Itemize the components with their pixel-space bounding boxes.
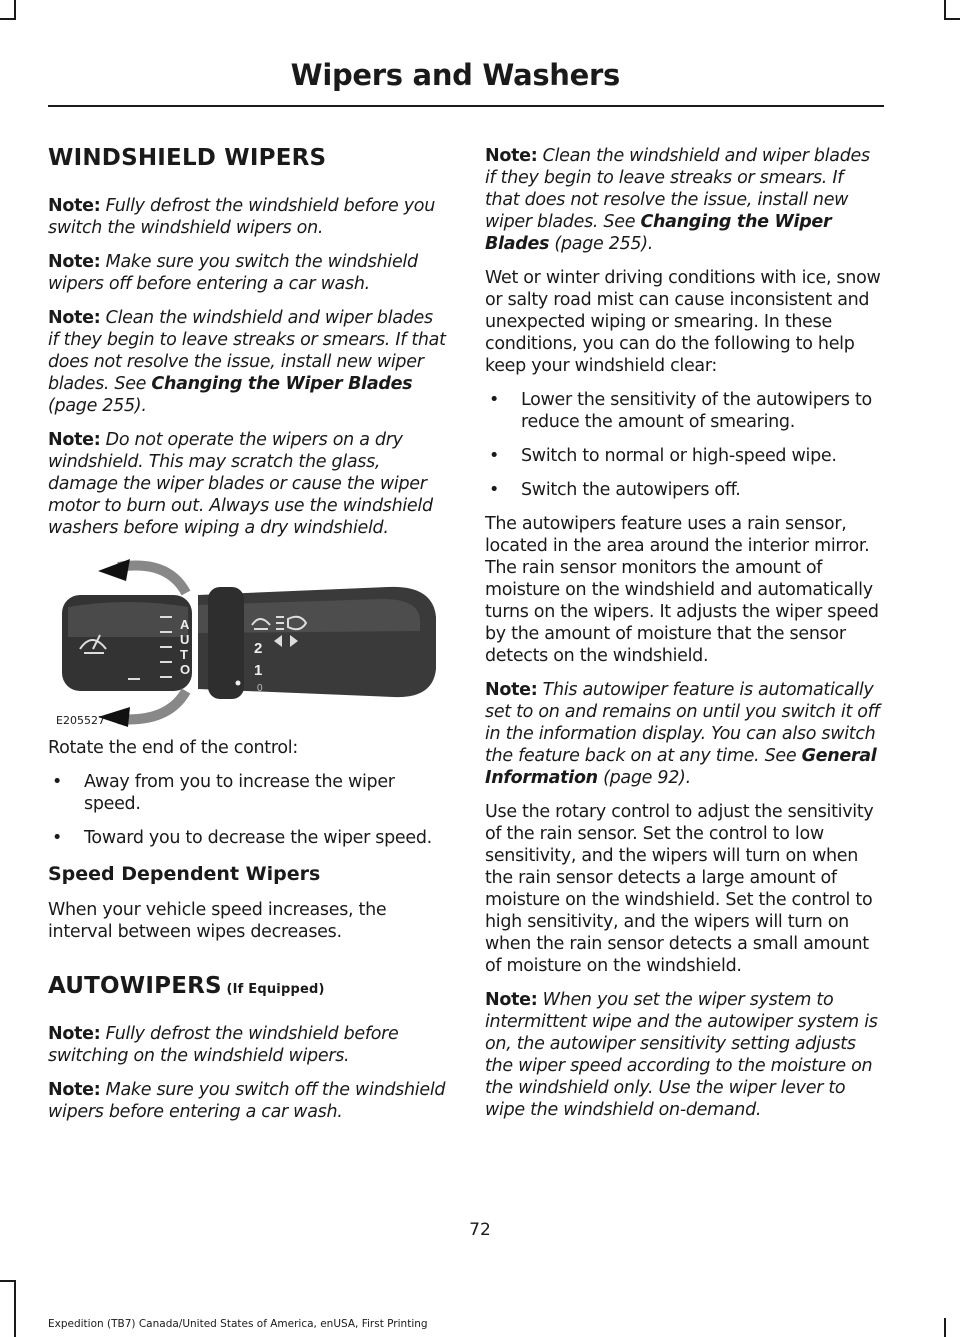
note-label: Note: [485, 146, 538, 166]
winter-conditions-text: Wet or winter driving conditions with ice, snow or salty road mist can cause inconsistent and unexpected wiping or smearing. In these conditions, you can do the following to help keep your windshield clear: [485, 268, 881, 376]
winter-tips-list [485, 389, 881, 501]
auto-letter: U [180, 632, 190, 647]
note-text: Fully defrost the windshield before switching on the windshield wipers. [48, 1024, 399, 1066]
rotation-arc-up [118, 565, 186, 593]
crop-mark [944, 1318, 946, 1337]
heading-windshield-wipers: WINDSHIELD WIPERS [48, 145, 327, 171]
speed-label: 1 [254, 662, 263, 679]
intermittent-dot [236, 681, 241, 686]
xref-general-information[interactable]: General Information [485, 746, 877, 788]
auto-letter: T [180, 647, 188, 662]
note-label: Note: [48, 308, 101, 328]
page-ref: (page 255). [549, 234, 654, 254]
note-dry-windshield [48, 429, 448, 539]
note-label: Note: [48, 196, 101, 216]
note-defrost [48, 195, 448, 239]
note-text: Clean the windshield and wiper blades if they begin to leave streaks or smears. If that does not resolve the issue, install new wiper blades. See [485, 146, 870, 232]
rotary-sensitivity-text: Use the rotary control to adjust the sensitivity of the rain sensor. Set the control to low sensitivity, and the wipers will turn on when the rain sensor detects a large amount of moisture on the windshield. Set the control to high sensitivity, and the wipers will turn on when the rain sensor detects a small amount of moisture on the windshield. [485, 802, 874, 976]
crop-mark [14, 0, 16, 18]
left-column [48, 145, 448, 1135]
figure-code: E205527 [56, 714, 105, 727]
xref-changing-wiper-blades[interactable]: Changing the Wiper Blades [151, 374, 413, 394]
note-car-wash-autowipers [48, 1079, 448, 1123]
note-label: Note: [48, 1080, 101, 1100]
speed-label: 0 [257, 683, 263, 694]
note-text: Do not operate the wipers on a dry windshield. This may scratch the glass, damage the wiper blades or cause the wiper motor to burn out. Always use the windshield washers before wiping a dry windshield. [48, 430, 433, 538]
arrow-away-icon [98, 559, 130, 581]
crop-mark [944, 18, 960, 20]
heading-autowipers-text: AUTOWIPERS [48, 973, 222, 999]
note-label: Note: [48, 1024, 101, 1044]
if-equipped-label: (If Equipped) [221, 982, 325, 997]
crop-mark [0, 1280, 16, 1282]
heading-autowipers [48, 973, 448, 999]
page-number: 72 [469, 1220, 491, 1240]
note-defrost-autowipers [48, 1023, 448, 1067]
rotate-intro: Rotate the end of the control: [48, 738, 298, 758]
note-text: Clean the windshield and wiper blades if they begin to leave streaks or smears. If that does not resolve the issue, install new wiper blades. See [48, 308, 446, 394]
note-label: Note: [48, 430, 101, 450]
speed-dependent-text: When your vehicle speed increases, the interval between wipes decreases. [48, 900, 387, 942]
page-ref: (page 92). [597, 768, 691, 788]
note-text: Make sure you switch the windshield wipers off before entering a car wash. [48, 252, 418, 294]
note-autowiper-default [485, 679, 881, 789]
note-text: Make sure you switch off the windshield wipers before entering a car wash. [48, 1080, 446, 1122]
note-label: Note: [48, 252, 101, 272]
note-clean-blades [48, 307, 448, 417]
note-clean-blades-auto [485, 145, 881, 255]
note-intermittent [485, 989, 881, 1121]
list-item: • Away from you to increase the wiper speed. [48, 771, 448, 815]
xref-changing-wiper-blades[interactable]: Changing the Wiper Blades [485, 212, 832, 254]
auto-letter: A [180, 617, 190, 632]
right-column [485, 145, 881, 1133]
list-item: • Switch the autowipers off. [485, 479, 881, 501]
page-ref: (page 255). [48, 396, 147, 416]
list-item: • Toward you to decrease the wiper speed. [48, 827, 448, 849]
crop-mark [0, 18, 16, 20]
note-text: When you set the wiper system to intermittent wipe and the autowiper system is on, the autowiper sensitivity setting adjusts the wiper speed according to the moisture on the windshield only. Use the wiper lever to wipe the windshield on-demand. [485, 990, 878, 1120]
footer-edition: Expedition (TB7) Canada/United States of America, enUSA, First Printing [48, 1318, 428, 1330]
auto-letter: O [180, 662, 191, 677]
rain-sensor-text: The autowipers feature uses a rain sensor, located in the area around the interior mirror. The rain sensor monitors the amount of moisture on the windshield and automatically turns on the wipers. It adjusts the wiper speed by the amount of moisture that the sensor detects on the windshield. [485, 514, 879, 666]
wiper-stalk-illustration [48, 557, 438, 727]
list-item: • Switch to normal or high-speed wipe. [485, 445, 881, 467]
header-rule [48, 105, 884, 107]
note-text: Fully defrost the windshield before you switch the windshield wipers on. [48, 196, 435, 238]
crop-mark [14, 1280, 16, 1337]
note-car-wash [48, 251, 448, 295]
note-label: Note: [485, 680, 538, 700]
note-label: Note: [485, 990, 538, 1010]
list-item: • Lower the sensitivity of the autowipers to reduce the amount of smearing. [485, 389, 881, 433]
wiper-control-figure [48, 557, 438, 727]
crop-mark [944, 0, 946, 18]
speed-label: 2 [254, 640, 263, 657]
rotate-list [48, 771, 448, 849]
heading-speed-dependent-wipers: Speed Dependent Wipers [48, 863, 321, 885]
note-text: This autowiper feature is automatically set to on and remains on until you switch it off in the information display. You can also switch the feature back on at any time. See [485, 680, 880, 766]
section-title: Wipers and Washers [290, 58, 620, 92]
